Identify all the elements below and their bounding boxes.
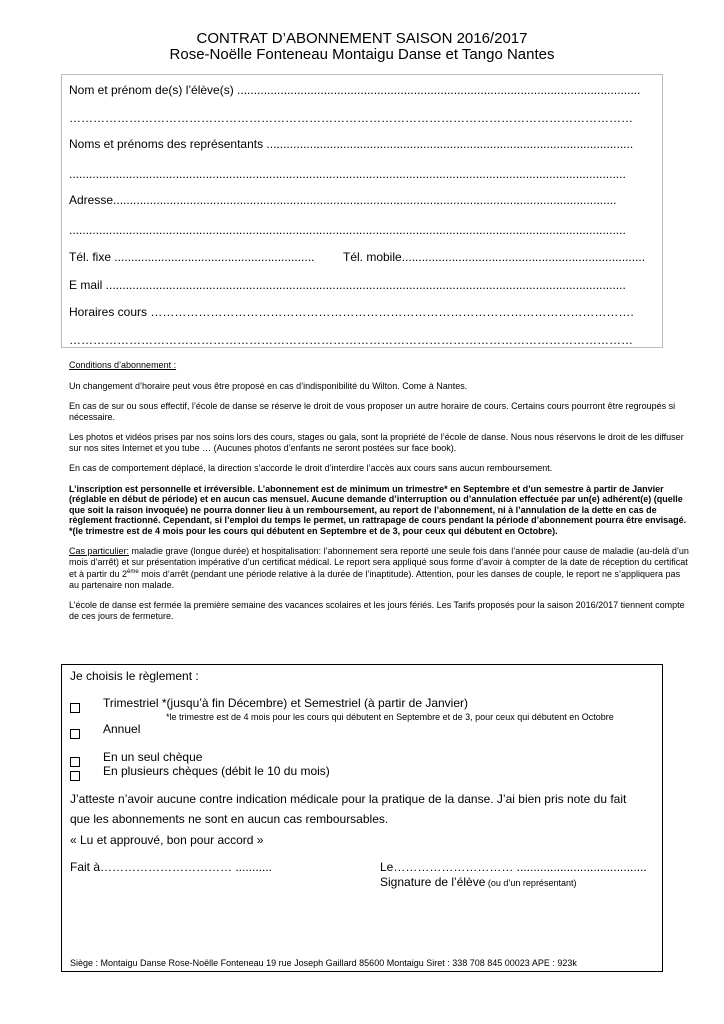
field-nom-eleve-continued[interactable]: ……………………………………………………………………………………………………………………………: [69, 111, 633, 125]
field-email[interactable]: E mail ............................................................................................................................................................: [69, 278, 626, 292]
option-trimestriel[interactable]: [70, 699, 80, 717]
condition-fermeture: L’école de danse est fermée la première semaine des vacances scolaires et les jours fériés. Les Tarifs proposés pour la saison 2016/2017 tiennent compte de ces jours de fermeture.: [69, 600, 685, 621]
signature-text: Signature de l’élève: [380, 875, 486, 889]
option-trimestriel-label: Trimestriel *(jusqu’à fin Décembre) et Semestriel (à partir de Janvier): [103, 696, 469, 710]
attestation-line-2: que les abonnements ne sont en aucun cas remboursables.: [70, 812, 389, 826]
identity-form-box: [61, 74, 663, 348]
field-adresse[interactable]: Adresse.......................................................................................................................................................: [69, 193, 617, 207]
checkbox-annuel[interactable]: [70, 729, 80, 739]
option-trimestriel-note: *le trimestre est de 4 mois pour les cours qui débutent en Septembre et de 3, pour ceux qui débutent en Octobre: [166, 712, 614, 722]
field-nom-eleve[interactable]: Nom et prénom de(s) l’élève(s) .........................................................................................................................: [69, 83, 641, 97]
option-plusieurs-cheques[interactable]: [70, 767, 80, 785]
conditions-heading: Conditions d’abonnement :: [69, 360, 177, 370]
option-annuel-label: Annuel: [103, 722, 141, 736]
condition-horaire: Un changement d’horaire peut vous être proposé en cas d’indisponibilité du Wilton. Come à Nantes.: [69, 380, 468, 391]
conditions-section: [69, 360, 689, 621]
attestation-line-1: J’atteste n’avoir aucune contre indication médicale pour la pratique de la danse. J’ai bien pris note du fait: [70, 792, 627, 806]
fait-a-field[interactable]: Fait à…………………………… ...........: [70, 860, 273, 874]
condition-cas-particulier: [69, 546, 689, 590]
option-un-cheque-label: En un seul chèque: [103, 750, 203, 764]
date-field[interactable]: Le………………………… .......................................: [380, 860, 647, 874]
title-line-1: CONTRAT D’ABONNEMENT SAISON 2016/2017: [196, 30, 528, 47]
field-horaires[interactable]: Horaires cours ………………………………………………………………………………………………………….: [69, 305, 634, 319]
lu-approuve: « Lu et approuvé, bon pour accord »: [70, 833, 264, 847]
condition-inscription: [69, 484, 689, 537]
field-representants[interactable]: Noms et prénoms des représentants ..............................................................................................................: [69, 137, 634, 151]
inscription-text: L’inscription est personnelle et irréversible. L’abonnement est de minimum un trimestre* en Septembre et d’un semestre à partir de Janvier (réglable en début de période) et en aucun cas mensuel. Aucune demande d’interruption ou d’annulation effectuée par un(e) adhérent(e) (quelle que soit la raison invoquée) ne pourra donner lieu à un remboursement, au report de l’abonnement, ni à l’annulation de la dette en cas de règlement fractionné. Cependant, si l’emploi du temps le permet, un rattrapage de cours pendant la période d’abonnement pourra être envisagé.: [69, 483, 687, 525]
field-adresse-continued[interactable]: .......................................................................................................................................................................: [69, 223, 626, 237]
checkbox-trimestriel[interactable]: [70, 703, 80, 713]
reglement-box: [61, 664, 663, 972]
option-annuel[interactable]: [70, 725, 80, 743]
condition-comportement: En cas de comportement déplacé, la direction s’accorde le droit d’interdire l’accès aux cours sans aucun remboursement.: [69, 463, 553, 473]
option-plusieurs-cheques-label: En plusieurs chèques (débit le 10 du mois): [103, 764, 330, 778]
field-tel-fixe[interactable]: Tél. fixe ............................................................: [69, 250, 315, 264]
condition-photos: Les photos et vidéos prises par nos soins lors des cours, stages ou gala, sont la propriété de l’école de danse. Nous nous réservons le droit de les diffuser sur nos sites Internet et you tube … (Aucunes photos d’enfants ne seront postées sur face book).: [69, 432, 684, 453]
siege-footer: Siège : Montaigu Danse Rose-Noëlle Fonteneau 19 rue Joseph Gaillard 85600 Montaigu Siret : 338 708 845 00023 APE : 923k: [70, 958, 577, 968]
inscription-note: *(le trimestre est de 4 mois pour les cours qui débutent en Septembre et de 3, pour ceux qui débutent en Octobre).: [69, 525, 558, 536]
cas-particulier-text-a: maladie grave (longue durée) et hospitalisation: l’abonnement sera reporté une seule fois dans l’année pour cause de maladie (au-delà d’un mois d’arrêt) et sur présentation impérative d’un certificat médical. Le report sera appliqué sous forme d’avoir à compter de la date de réception du certificat et à partir du 2: [69, 546, 689, 579]
signature-note: (ou d’un représentant): [485, 878, 577, 888]
field-tel-mobile[interactable]: Tél. mobile.........................................................................: [343, 250, 646, 264]
signature-label: [380, 875, 576, 890]
field-horaires-continued[interactable]: ……………………………………………………………………………………………………………………………: [69, 333, 633, 347]
field-representants-continued[interactable]: .......................................................................................................................................................................: [69, 167, 626, 181]
cas-particulier-text-b: mois d’arrêt (pendant une période relative à la durée de l’inaptitude). Attention, pour les danses de couple, le report ne s’appliquera pas au partenaire non malade.: [69, 569, 681, 590]
title-line-2: Rose-Noëlle Fonteneau Montaigu Danse et Tango Nantes: [169, 46, 555, 63]
cas-particulier-label: Cas particulier:: [69, 546, 130, 556]
cas-particulier-sup: ème: [127, 569, 139, 575]
checkbox-un-cheque[interactable]: [70, 757, 80, 767]
condition-effectif: En cas de sur ou sous effectif, l’école de danse se réserve le droit de vous proposer un autre horaire de cours. Certains cours pourront être regroupés si nécessaire.: [69, 401, 676, 422]
checkbox-plusieurs-cheques[interactable]: [70, 771, 80, 781]
reglement-heading: Je choisis le règlement :: [70, 669, 199, 683]
